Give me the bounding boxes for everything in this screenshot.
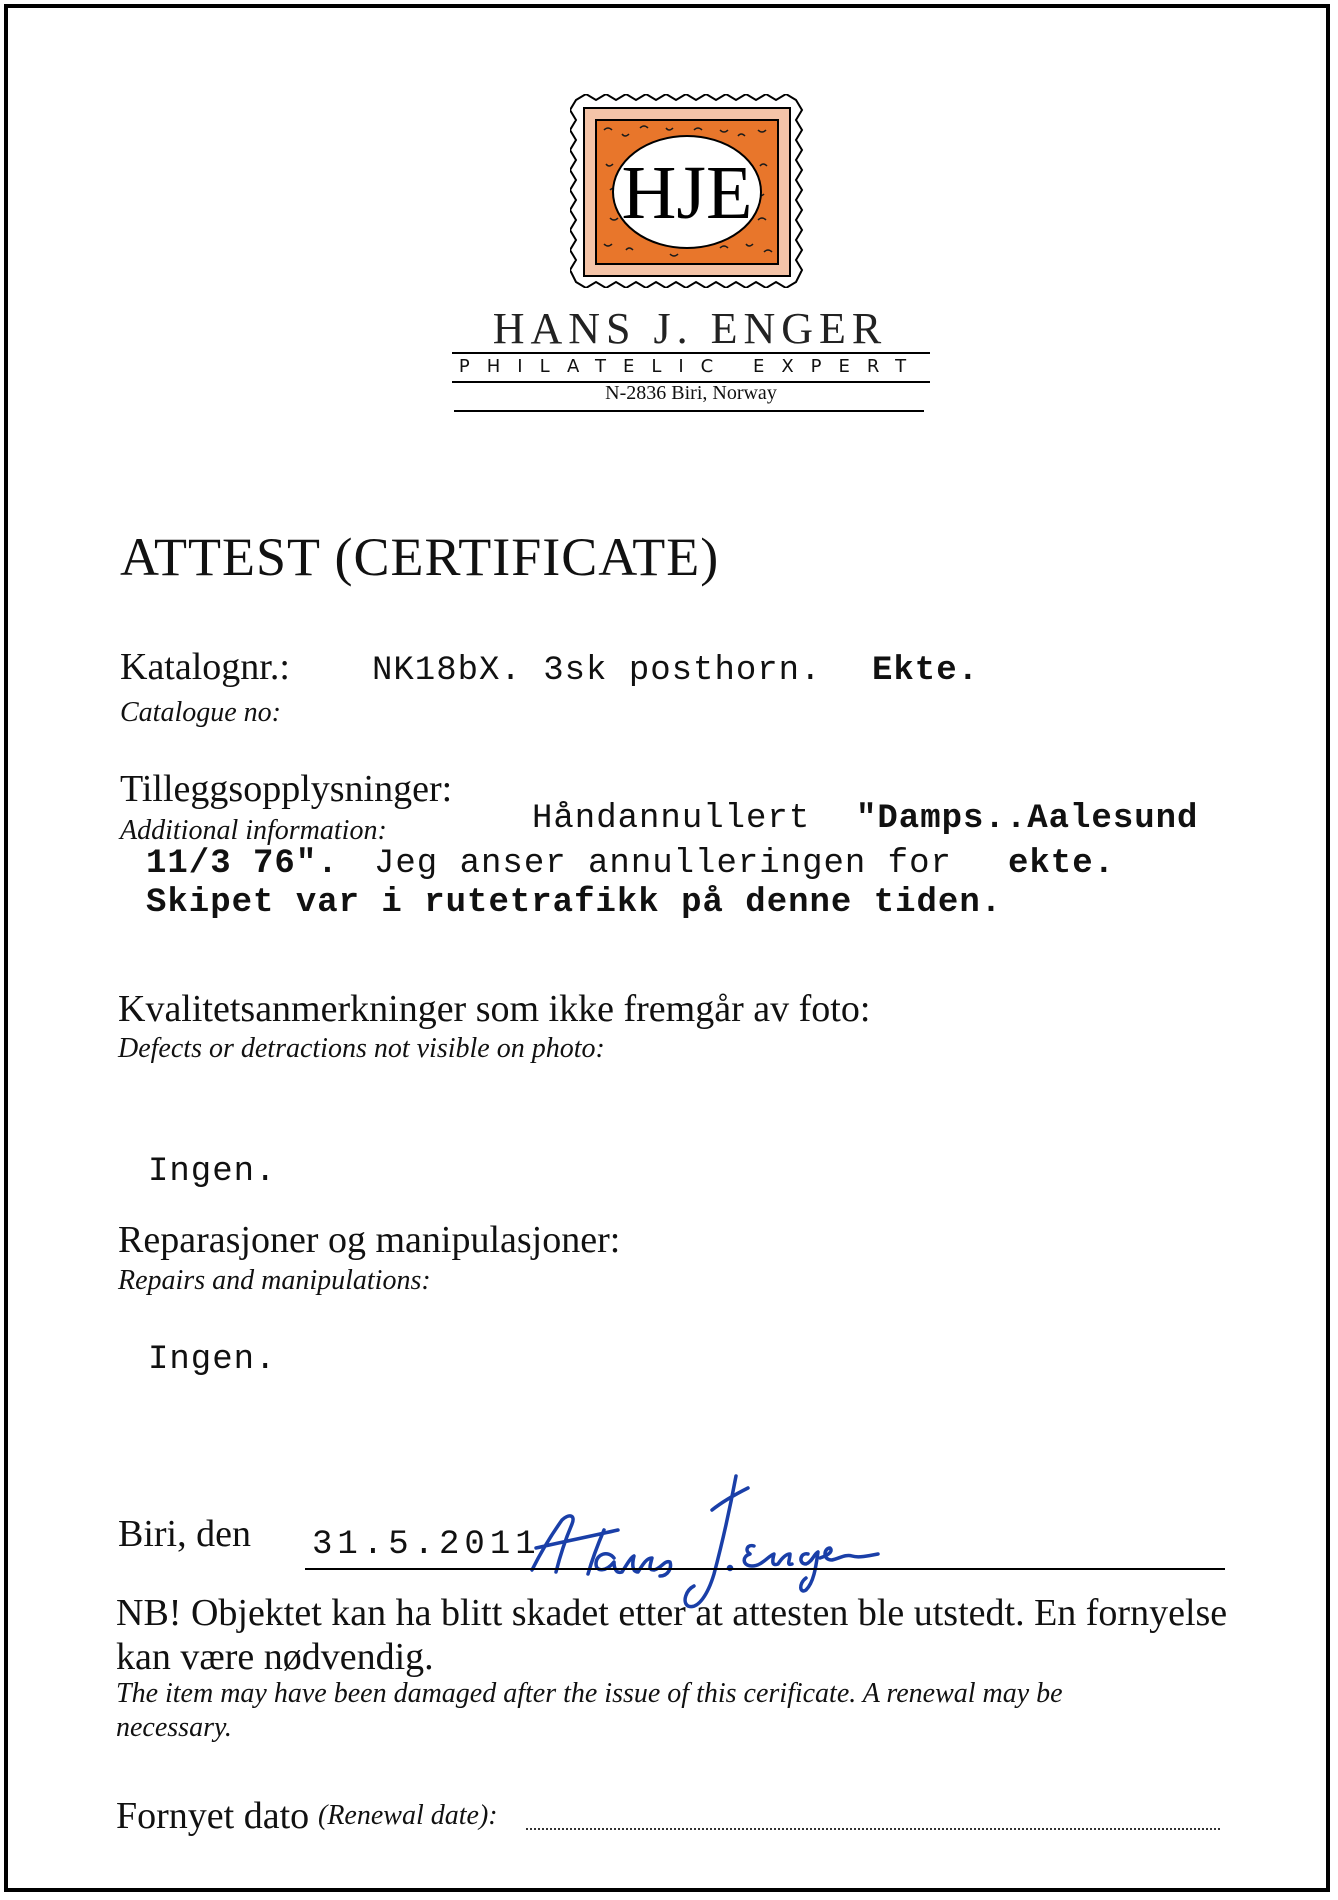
repairs-label-en: Repairs and manipulations: (118, 1265, 431, 1296)
catalogue-verdict: Ekte. (872, 652, 980, 690)
repairs-value: Ingen. (148, 1341, 277, 1379)
logo (570, 94, 808, 288)
additional-label-en: Additional information: (120, 815, 387, 846)
catalogue-value: NK18bX. 3sk posthorn. (372, 652, 822, 690)
logo-monogram: HJE (621, 151, 753, 235)
notice-line1: NB! Objektet kan ha blitt skadet etter at attesten ble utstedt. En fornyelse (116, 1592, 1228, 1634)
signature-date: 31.5.2011 (312, 1526, 541, 1564)
certificate-title: ATTEST (CERTIFICATE) (120, 527, 720, 587)
notice-line2: kan være nødvendig. (116, 1636, 434, 1678)
letterhead-name: HANS J. ENGER (492, 304, 888, 353)
defects-value: Ingen. (148, 1153, 277, 1191)
notice-en-line1: The item may have been damaged after the issue of this cerificate. A renewal may be (116, 1678, 1063, 1709)
additional-line2-bold: 11/3 76". (146, 845, 339, 883)
additional-line3: Skipet var i rutetrafikk på denne tiden. (146, 884, 1003, 922)
letterhead-address: N-2836 Biri, Norway (605, 382, 777, 404)
letterhead-line-1 (452, 352, 930, 354)
additional-line1-bold: "Damps..Aalesund (856, 800, 1199, 838)
additional-line2-bold-end: ekte. (1008, 845, 1116, 883)
signature-place: Biri, den (118, 1513, 251, 1555)
renewal-label-en: (Renewal date): (318, 1800, 498, 1831)
letterhead-subtitle: PHILATELIC EXPERT (458, 356, 924, 377)
defects-label: Kvalitetsanmerkninger som ikke fremgår av foto: (118, 988, 871, 1030)
letterhead-line-3 (454, 410, 924, 412)
repairs-label: Reparasjoner og manipulasjoner: (118, 1219, 621, 1261)
additional-label: Tilleggsopplysninger: (120, 768, 453, 810)
renewal-label: Fornyet dato (116, 1795, 310, 1837)
catalogue-label-en: Catalogue no: (120, 697, 281, 728)
signature-rule (305, 1568, 1225, 1570)
renewal-dotted-line (526, 1828, 1220, 1830)
notice-en-line2: necessary. (116, 1712, 232, 1743)
stamp-logo-icon (570, 94, 808, 288)
additional-line1-normal: Håndannullert (532, 800, 811, 838)
additional-line2-normal: Jeg anser annulleringen for (374, 845, 952, 883)
catalogue-label: Katalognr.: (120, 646, 290, 688)
defects-label-en: Defects or detractions not visible on photo: (118, 1033, 605, 1064)
